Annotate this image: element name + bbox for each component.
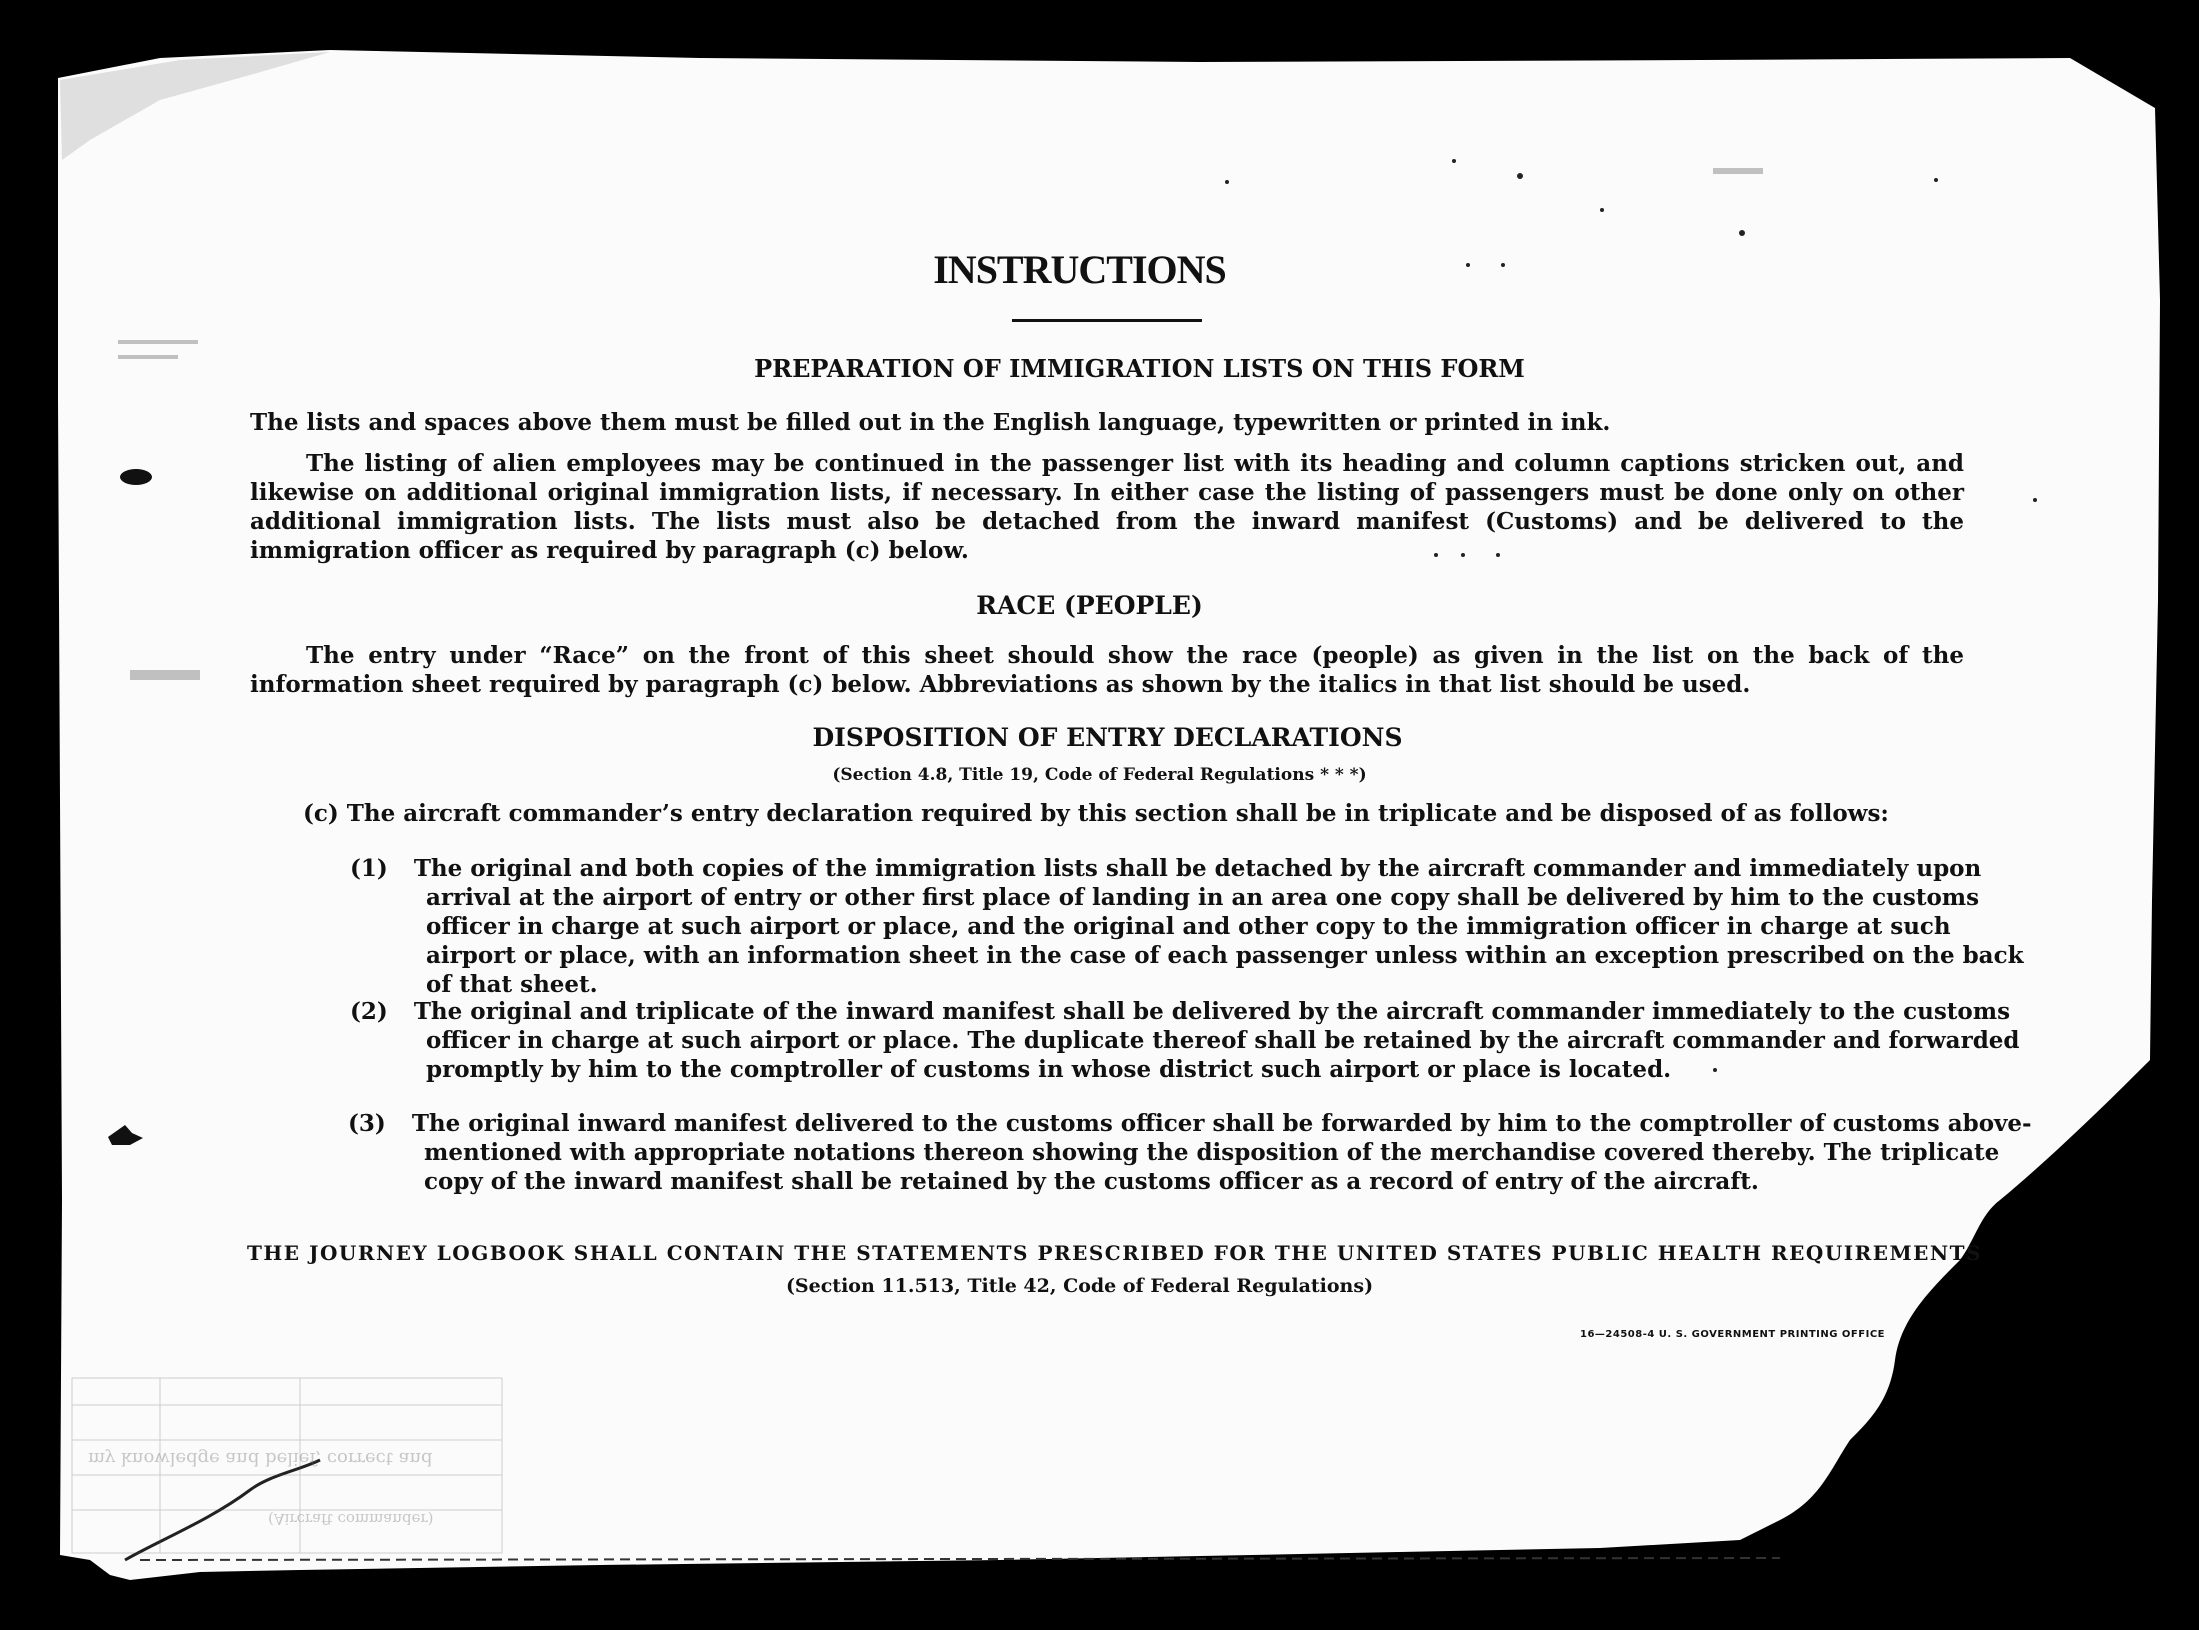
section-heading-race: RACE (PEOPLE): [976, 591, 1203, 620]
bleed-through-line: my knowledge and belief, correct and: [88, 1448, 433, 1469]
printer-mark: 16—24508-4 U. S. GOVERNMENT PRINTING OFFICE: [1580, 1329, 1885, 1340]
paragraph-alien-employees: The listing of alien employees may be continued in the passenger list with its heading and column captions stricken out, and likewise on additional original immigration lists, if necessary. In either case the listing of passengers must be done only on other additional immigration lists. The lists must also be detached from the inward manifest (Customs) and be delivered to the immigration officer as required by paragraph (c) below.: [250, 450, 1964, 564]
bleed-through-text: [68, 1370, 508, 1560]
list-item: [350, 854, 2038, 999]
paragraph-language: The lists and spaces above them must be filled out in the English language, typewritten or printed in ink.: [250, 409, 1611, 436]
title-underline: [1012, 319, 1202, 322]
list-item-number: (1): [350, 855, 388, 882]
paragraph-race: The entry under “Race” on the front of this sheet should show the race (people) as given in the list on the back of the information sheet required by paragraph (c) below. Abbreviations as shown by the italics in that list should be used.: [250, 642, 1964, 698]
list-item: [350, 997, 2038, 1084]
bleed-through-line: (Aircraft commander): [268, 1510, 434, 1528]
page-title: INSTRUCTIONS: [933, 247, 1226, 292]
section-heading-disposition: DISPOSITION OF ENTRY DECLARATIONS: [812, 723, 1403, 752]
paragraph-c: (c) The aircraft commander’s entry declaration required by this section shall be in triplicate and be disposed of as follows:: [303, 800, 1889, 827]
list-item-number: (3): [348, 1110, 386, 1137]
disposition-citation: (Section 4.8, Title 19, Code of Federal Regulations * * *): [832, 765, 1367, 785]
list-item-text: The original inward manifest delivered to the customs officer shall be forwarded by him to the comptroller of customs above-mentioned with appropriate notations thereon showing the disposition of the merchandise covered thereby. The triplicate copy of the inward manifest shall be retained by the customs officer as a record of entry of the aircraft.: [411, 1110, 2032, 1195]
footer-statement: THE JOURNEY LOGBOOK SHALL CONTAIN THE STATEMENTS PRESCRIBED FOR THE UNITED STATES PUBLIC HEALTH REQUIREMENTS: [247, 1241, 1982, 1265]
list-item-text: The original and both copies of the immigration lists shall be detached by the aircraft commander and immediately upon arrival at the airport of entry or other first place of landing in an area one copy shall be delivered by him to the customs officer in charge at such airport or place, and the original and other copy to the immigration officer in charge at such airport or place, with an information sheet in the case of each passenger unless within an exception prescribed on the back of that sheet.: [413, 855, 2024, 998]
list-item-text: The original and triplicate of the inward manifest shall be delivered by the aircraft commander immediately to the customs officer in charge at such airport or place. The duplicate thereof shall be retained by the aircraft commander and forwarded promptly by him to the comptroller of customs in whose district such airport or place is located.: [413, 998, 2020, 1083]
list-item-number: (2): [350, 998, 388, 1025]
section-heading-preparation: PREPARATION OF IMMIGRATION LISTS ON THIS FORM: [754, 354, 1525, 383]
footer-citation: (Section 11.513, Title 42, Code of Federal Regulations): [785, 1275, 1374, 1297]
list-item: [348, 1109, 2036, 1196]
